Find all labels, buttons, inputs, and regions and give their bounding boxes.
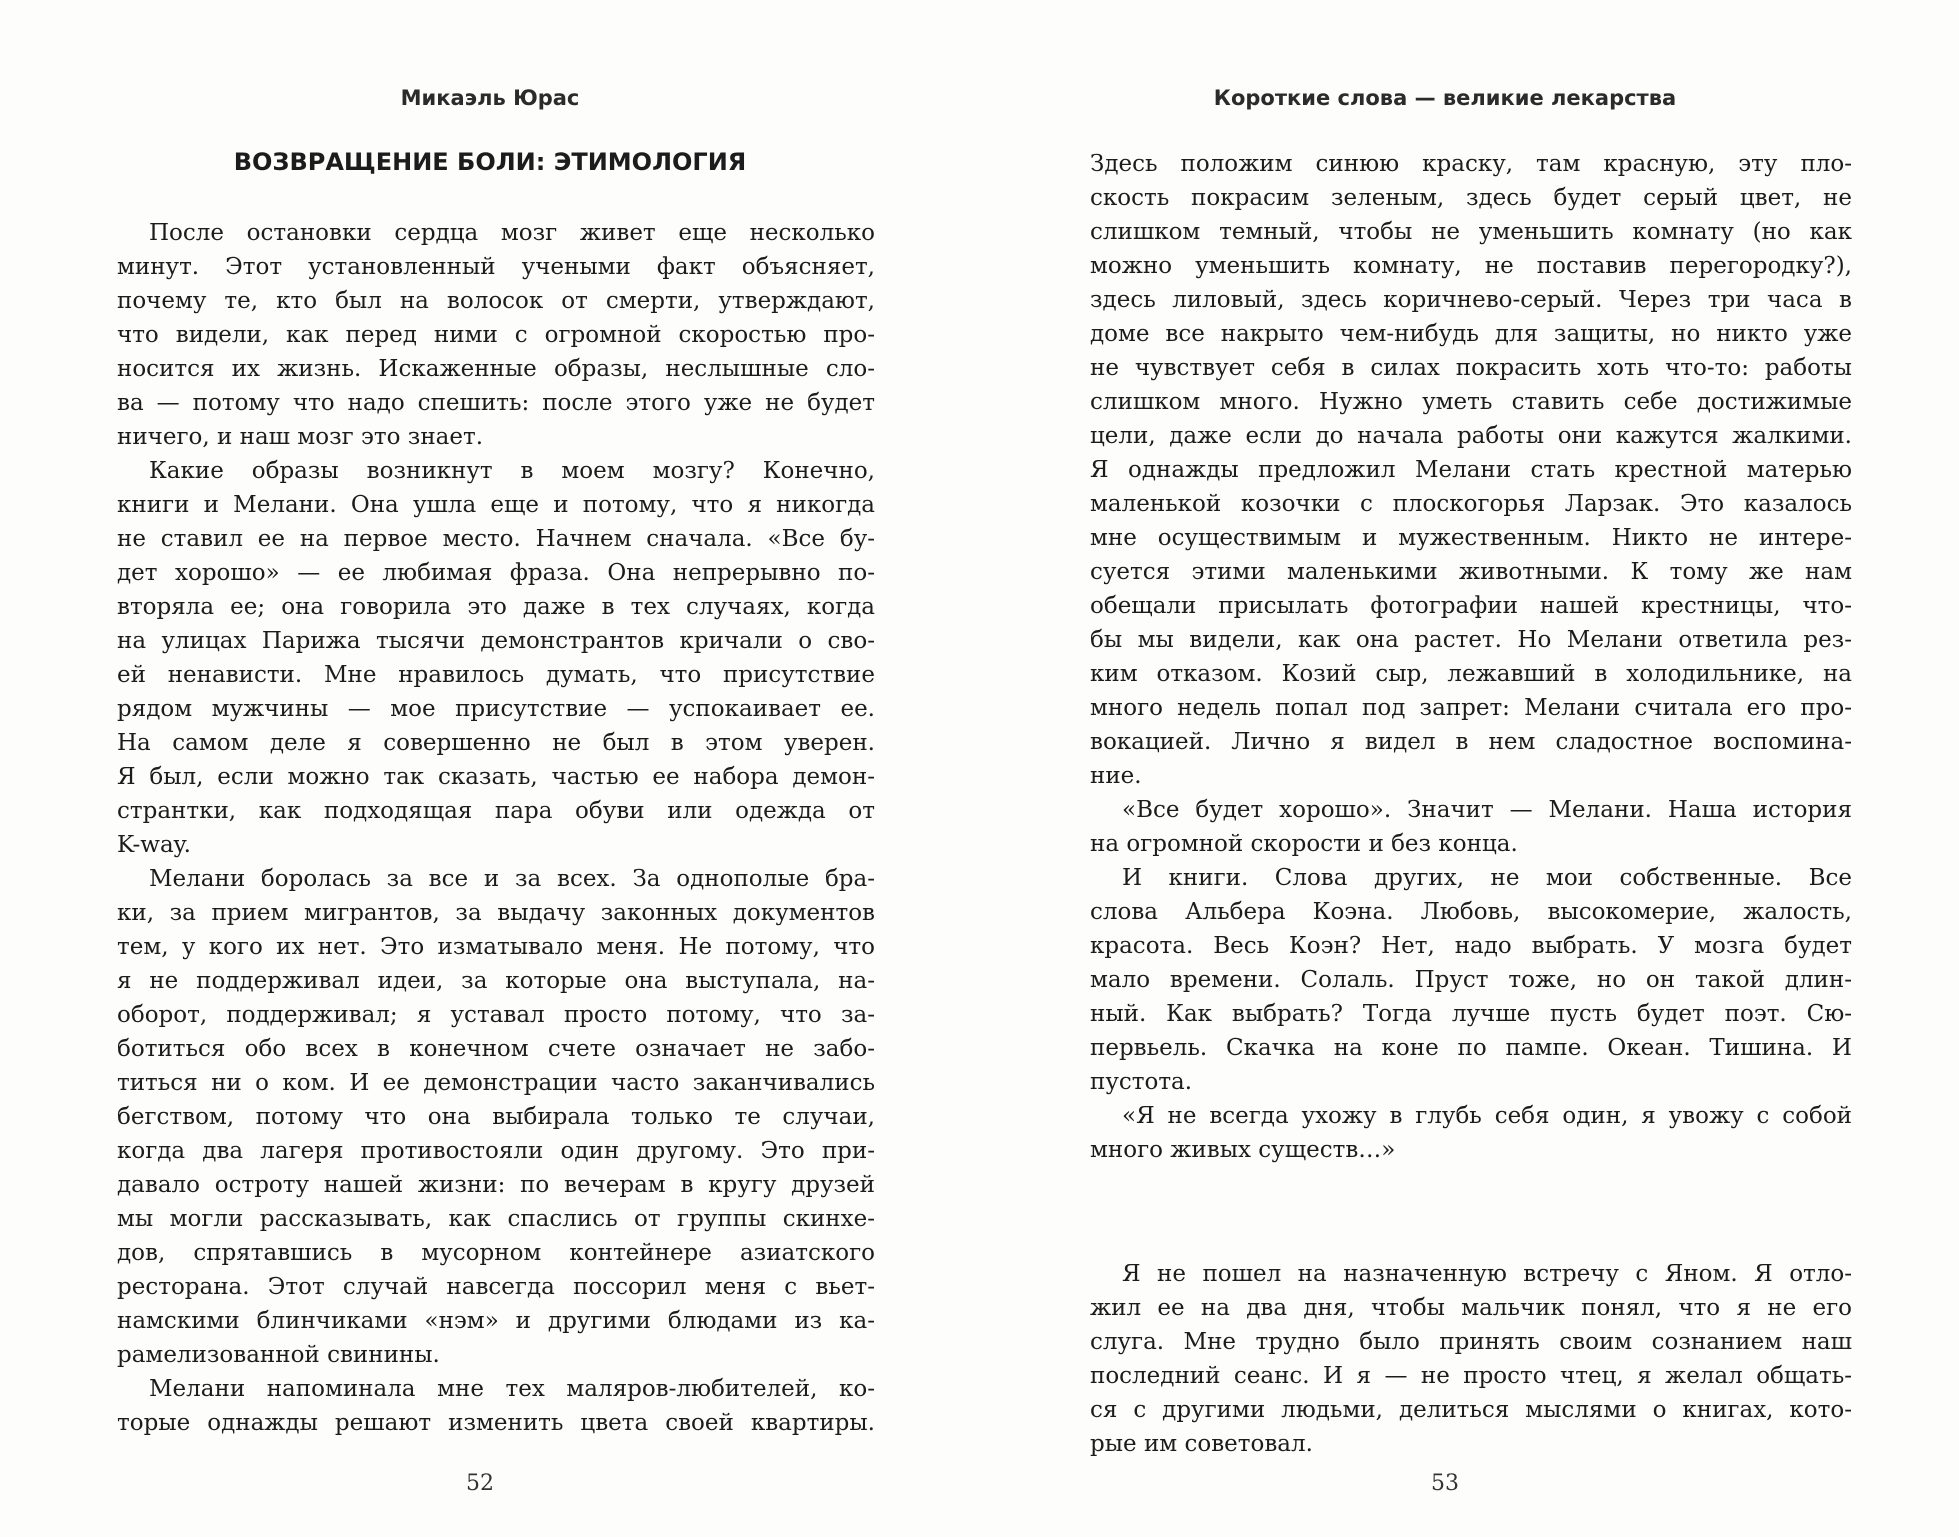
text-line: ей ненависти. Мне нравилось думать, что присутствие xyxy=(117,662,875,688)
page-number: 52 xyxy=(466,1471,494,1496)
text-line: жил ее на два дня, чтобы мальчик понял, что я не его xyxy=(1090,1295,1852,1321)
right-page xyxy=(980,0,1959,1537)
text-line: слишком темный, чтобы не уменьшить комнату (но как xyxy=(1090,219,1852,245)
page-number: 53 xyxy=(1431,1471,1459,1496)
text-line: ся с другими людьми, делиться мыслями о книгах, кото- xyxy=(1090,1397,1852,1423)
text-line: торые однажды решают изменить цвета своей квартиры. xyxy=(117,1410,875,1436)
text-line: рые им советовал. xyxy=(1090,1431,1313,1457)
section-break xyxy=(1090,1167,1852,1257)
text-line: ботиться обо всех в конечном счете означает не забо- xyxy=(117,1036,875,1062)
text-line: Какие образы возникнут в моем мозгу? Конечно, xyxy=(149,458,875,484)
text-line: ный. Как выбрать? Тогда лучше пусть будет поэт. Сю- xyxy=(1090,1001,1852,1027)
text-line: на улицах Парижа тысячи демонстрантов кричали о сво- xyxy=(117,628,875,654)
text-line: «Все будет хорошо». Значит — Мелани. Наша история xyxy=(1122,797,1852,823)
text-line: почему те, кто был на волосок от смерти, утверждают, xyxy=(117,288,875,314)
text-line: не ставил ее на первое место. Начнем сначала. «Все бу- xyxy=(117,526,875,552)
text-line: ки, за прием мигрантов, за выдачу законных документов xyxy=(117,900,875,926)
text-line: тем, у кого их нет. Это изматывало меня. Не потому, что xyxy=(117,934,875,960)
text-line: последний сеанс. И я — не просто чтец, я желал общать- xyxy=(1090,1363,1852,1389)
text-line: маленькой козочки с плоскогорья Ларзак. Это казалось xyxy=(1090,491,1852,517)
text-line: «Я не всегда ухожу в глубь себя один, я увожу с собой xyxy=(1122,1103,1852,1129)
text-line: давало остроту нашей жизни: по вечерам в кругу друзей xyxy=(117,1172,875,1198)
text-line: скость покрасим зеленым, здесь будет серый цвет, не xyxy=(1090,185,1852,211)
text-line: Мелани боролась за все и за всех. За однополые бра- xyxy=(149,866,875,892)
text-line: много недель попал под запрет: Мелани считала его про- xyxy=(1090,695,1852,721)
text-line: И книги. Слова других, не мои собственные. Все xyxy=(1122,865,1852,891)
text-line: оборот, поддерживал; я уставал просто потому, что за- xyxy=(117,1002,875,1028)
text-line: мало времени. Солаль. Пруст тоже, но он такой длин- xyxy=(1090,967,1852,993)
text-line: K-way. xyxy=(117,832,191,858)
text-line: странтки, как подходящая пара обуви или одежда от xyxy=(117,798,875,824)
text-line: мы могли рассказывать, как спаслись от группы скинхе- xyxy=(117,1206,875,1232)
text-line: первьель. Скачка на коне по пампе. Океан. Тишина. И xyxy=(1090,1035,1852,1061)
left-page-text xyxy=(117,216,875,1440)
text-line: После остановки сердца мозг живет еще несколько xyxy=(149,220,875,246)
text-line: доме все накрыто чем-нибудь для защиты, но никто уже xyxy=(1090,321,1852,347)
text-line: красота. Весь Коэн? Нет, надо выбрать. У мозга будет xyxy=(1090,933,1852,959)
running-head-title: Короткие слова — великие лекарства xyxy=(1213,86,1677,110)
text-line: слуга. Мне трудно было принять своим сознанием наш xyxy=(1090,1329,1852,1355)
text-line: Я был, если можно так сказать, частью ее набора демон- xyxy=(117,764,875,790)
text-line: дов, спрятавшись в мусорном контейнере азиатского xyxy=(117,1240,875,1266)
text-line: Я не пошел на назначенную встречу с Яном. Я отло- xyxy=(1122,1261,1852,1287)
text-line: обещали присылать фотографии нашей крестницы, что- xyxy=(1090,593,1852,619)
text-line: можно уменьшить комнату, не поставив перегородку?), xyxy=(1090,253,1852,279)
text-line: слишком много. Нужно уметь ставить себе достижимые xyxy=(1090,389,1852,415)
text-line: ничего, и наш мозг это знает. xyxy=(117,424,484,450)
text-line: рядом мужчины — мое присутствие — успокаивает ее. xyxy=(117,696,875,722)
text-line: рамелизованной свинины. xyxy=(117,1342,440,1368)
text-line: ние. xyxy=(1090,763,1142,789)
text-line: слова Альбера Коэна. Любовь, высокомерие, жалость, xyxy=(1090,899,1852,925)
text-line: На самом деле я совершенно не был в этом уверен. xyxy=(117,730,875,756)
text-line: носится их жизнь. Искаженные образы, неслышные сло- xyxy=(117,356,875,382)
text-line: что видели, как перед ними с огромной скоростью про- xyxy=(117,322,875,348)
text-line: когда два лагеря противостояли один другому. Это при- xyxy=(117,1138,875,1164)
text-line: титься ни о ком. И ее демонстрации часто заканчивались xyxy=(117,1070,875,1096)
text-line: не чувствует себя в силах покрасить хоть что-то: работы xyxy=(1090,355,1852,381)
text-line: здесь лиловый, здесь коричнево-серый. Через три часа в xyxy=(1090,287,1852,313)
text-line: намскими блинчиками «нэм» и другими блюдами из ка- xyxy=(117,1308,875,1334)
text-line: Я однажды предложил Мелани стать крестной матерью xyxy=(1090,457,1852,483)
text-line: суется этими маленькими животными. К тому же нам xyxy=(1090,559,1852,585)
text-line: дет хорошо» — ее любимая фраза. Она непрерывно по- xyxy=(117,560,875,586)
right-page-text xyxy=(1090,147,1852,1461)
text-line: минут. Этот установленный учеными факт объясняет, xyxy=(117,254,875,280)
text-line: много живых существ…» xyxy=(1090,1137,1396,1163)
text-line: я не поддерживал идеи, за которые она выступала, на- xyxy=(117,968,875,994)
running-head-author: Микаэль Юрас xyxy=(400,86,580,110)
text-line: ресторана. Этот случай навсегда поссорил меня с вьет- xyxy=(117,1274,875,1300)
text-line: пустота. xyxy=(1090,1069,1193,1095)
text-line: мне осуществимым и мужественным. Никто не интере- xyxy=(1090,525,1852,551)
text-line: книги и Мелани. Она ушла еще и потому, что я никогда xyxy=(117,492,875,518)
text-line: бы мы видели, как она растет. Но Мелани ответила рез- xyxy=(1090,627,1852,653)
text-line: вторяла ее; она говорила это даже в тех случаях, когда xyxy=(117,594,875,620)
text-line: ким отказом. Козий сыр, лежавший в холодильнике, на xyxy=(1090,661,1852,687)
text-line: на огромной скорости и без конца. xyxy=(1090,831,1518,857)
text-line: бегством, потому что она выбирала только те случаи, xyxy=(117,1104,875,1130)
text-line: Мелани напоминала мне тех маляров-любителей, ко- xyxy=(149,1376,875,1402)
text-line: цели, даже если до начала работы они кажутся жалкими. xyxy=(1090,423,1852,449)
chapter-title: ВОЗВРАЩЕНИЕ БОЛИ: ЭТИМОЛОГИЯ xyxy=(233,148,747,176)
text-line: вокацией. Лично я видел в нем сладостное воспомина- xyxy=(1090,729,1852,755)
text-line: Здесь положим синюю краску, там красную, эту пло- xyxy=(1090,151,1852,177)
text-line: ва — потому что надо спешить: после этого уже не будет xyxy=(117,390,875,416)
